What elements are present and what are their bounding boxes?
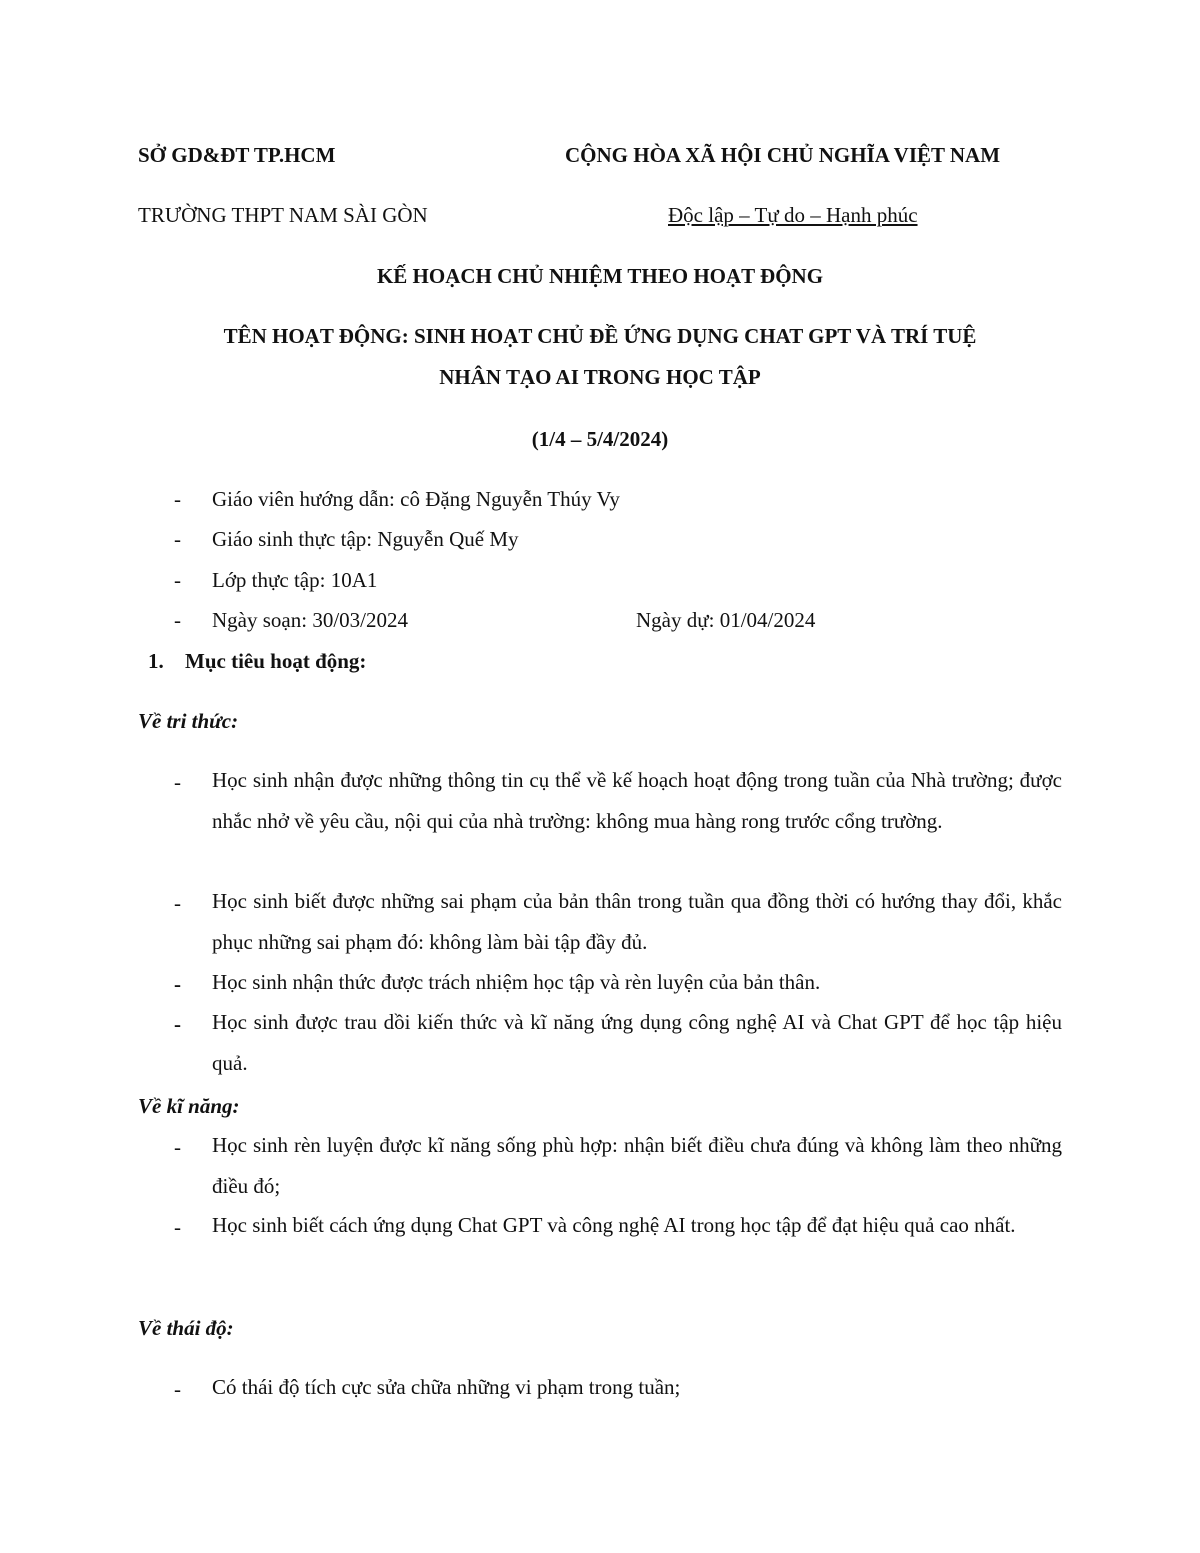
skills-heading: Về kĩ năng: bbox=[138, 1094, 240, 1118]
section-heading: Mục tiêu hoạt động: bbox=[185, 649, 367, 673]
list-dash: - bbox=[174, 608, 181, 632]
knowledge-item: Học sinh được trau dồi kiến thức và kĩ năng ứng dụng công nghệ AI và Chat GPT để học tập hiệu quả. bbox=[212, 1010, 1062, 1075]
document-title: KẾ HOẠCH CHỦ NHIỆM THEO HOẠT ĐỘNG bbox=[376, 264, 824, 288]
skills-item: Học sinh biết cách ứng dụng Chat GPT và công nghệ AI trong học tập để đạt hiệu quả cao nhất. bbox=[212, 1213, 1016, 1237]
list-dash: - bbox=[174, 770, 181, 794]
student-teacher-info: Giáo sinh thực tập: Nguyễn Quế My bbox=[212, 527, 519, 551]
date-range: (1/4 – 5/4/2024) bbox=[531, 427, 669, 451]
list-dash: - bbox=[174, 568, 181, 592]
list-dash: - bbox=[174, 487, 181, 511]
department-name: SỞ GD&ĐT TP.HCM bbox=[138, 143, 336, 167]
national-title: CỘNG HÒA XÃ HỘI CHỦ NGHĨA VIỆT NAM bbox=[565, 143, 1001, 167]
attend-date: Ngày dự: 01/04/2024 bbox=[636, 608, 816, 632]
activity-name-line1: TÊN HOẠT ĐỘNG: SINH HOẠT CHỦ ĐỀ ỨNG DỤNG CHAT GPT VÀ TRÍ TUỆ bbox=[223, 324, 977, 348]
section-number: 1. bbox=[148, 649, 164, 673]
list-dash: - bbox=[174, 1012, 181, 1036]
prepared-date: Ngày soạn: 30/03/2024 bbox=[212, 608, 408, 632]
list-dash: - bbox=[174, 1215, 181, 1239]
list-dash: - bbox=[174, 891, 181, 915]
activity-name-line2: NHÂN TẠO AI TRONG HỌC TẬP bbox=[439, 365, 761, 389]
attitude-heading: Về thái độ: bbox=[138, 1316, 234, 1340]
attitude-item: Có thái độ tích cực sửa chữa những vi phạm trong tuần; bbox=[212, 1375, 681, 1399]
knowledge-item: Học sinh nhận được những thông tin cụ thể về kế hoạch hoạt động trong tuần của Nhà trường; được nhắc nhở về yêu cầu, nội qui của nhà trường: không mua hàng rong trước cổng trường. bbox=[212, 768, 1062, 833]
school-name: TRƯỜNG THPT NAM SÀI GÒN bbox=[138, 203, 428, 227]
list-dash: - bbox=[174, 527, 181, 551]
knowledge-item: Học sinh nhận thức được trách nhiệm học tập và rèn luyện của bản thân. bbox=[212, 970, 821, 994]
national-motto: Độc lập – Tự do – Hạnh phúc bbox=[668, 203, 918, 227]
knowledge-heading: Về tri thức: bbox=[138, 709, 239, 733]
list-dash: - bbox=[174, 1135, 181, 1159]
teacher-info: Giáo viên hướng dẫn: cô Đặng Nguyễn Thúy Vy bbox=[212, 487, 620, 511]
skills-item: Học sinh rèn luyện được kĩ năng sống phù hợp: nhận biết điều chưa đúng và không làm theo những điều đó; bbox=[212, 1133, 1062, 1198]
list-dash: - bbox=[174, 1377, 181, 1401]
list-dash: - bbox=[174, 972, 181, 996]
class-info: Lớp thực tập: 10A1 bbox=[212, 568, 378, 592]
knowledge-item: Học sinh biết được những sai phạm của bản thân trong tuần qua đồng thời có hướng thay đổi, khắc phục những sai phạm đó: không làm bài tập đầy đủ. bbox=[212, 889, 1062, 954]
